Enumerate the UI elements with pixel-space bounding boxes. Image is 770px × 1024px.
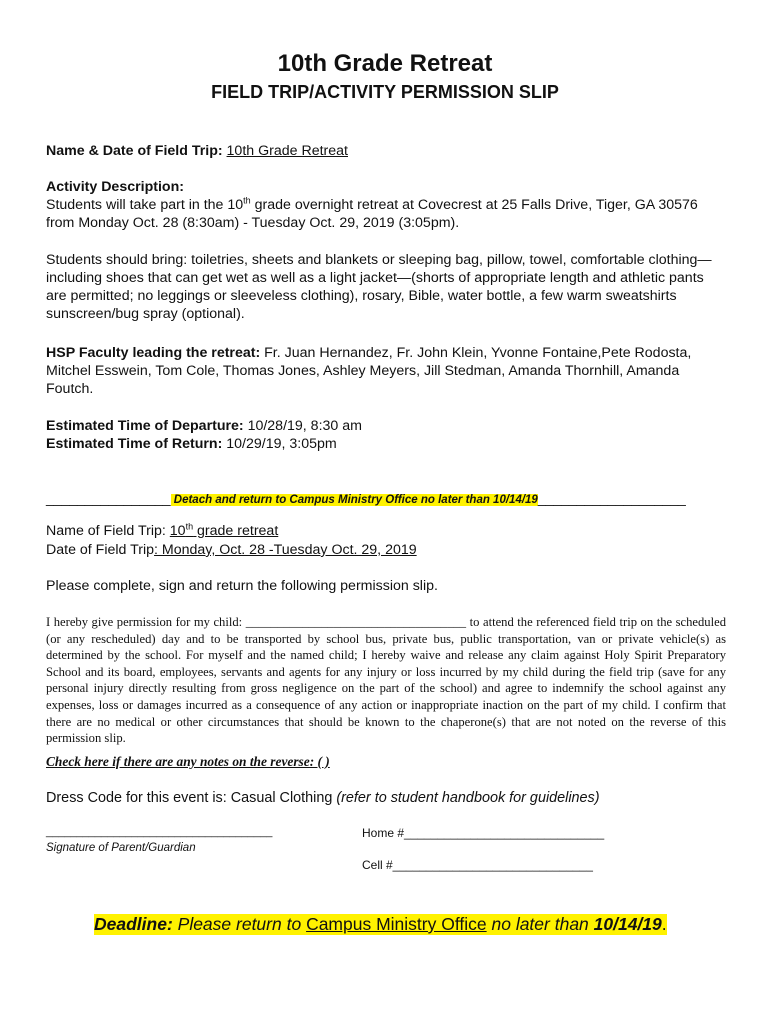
- dress-code-note: (refer to student handbook for guidelines): [336, 790, 600, 806]
- slip-trip-date: [46, 541, 726, 559]
- slip-trip-name: [46, 522, 726, 540]
- deadline-label: Deadline:: [94, 914, 173, 934]
- return-label: Estimated Time of Return:: [46, 436, 223, 452]
- departure-label: Estimated Time of Departure:: [46, 418, 244, 434]
- slip-trip-sup: th: [185, 521, 194, 532]
- return-value: 10/29/19, 3:05pm: [222, 436, 337, 452]
- slip-date-label: Date of Field Trip: [46, 542, 155, 558]
- slip-trip-label: Name of Field Trip:: [46, 523, 170, 539]
- deadline-text-a: Please return to: [172, 914, 307, 934]
- activity-label: [46, 178, 726, 196]
- faculty-paragraph: [46, 344, 726, 398]
- deadline-office: Campus Ministry Office: [306, 914, 487, 934]
- deadline-date: 10/14/19: [593, 914, 662, 934]
- deadline-end: .: [661, 914, 667, 934]
- departure-line: [46, 417, 726, 435]
- trip-name-line: [46, 142, 726, 160]
- slip-date-value: : Monday, Oct. 28 -Tuesday Oct. 29, 2019: [154, 542, 417, 558]
- activity-text-a: Students will take part in the 10: [46, 197, 244, 213]
- slip-trip-value-b: grade retreat: [193, 523, 279, 539]
- activity-label-text: Activity Description:: [46, 179, 184, 195]
- return-line: [46, 435, 726, 453]
- departure-value: 10/28/19, 8:30 am: [243, 418, 362, 434]
- faculty-label: HSP Faculty leading the retreat:: [46, 345, 261, 361]
- document-subtitle: FIELD TRIP/ACTIVITY PERMISSION SLIP: [211, 82, 559, 102]
- detach-rule-left: ________________: [46, 490, 171, 506]
- faculty-names: Fr. Juan Hernandez, Fr. John Klein, Yvonne Fontaine,Pete Rodosta, Mitchel Esswein, Tom Cole, Thomas Jones, Ashley Meyers, Jill Stedman, Amanda Thornhill, Amanda Foutch.: [46, 345, 692, 397]
- waiver-text: I hereby give permission for my child: ___________________________________ to attend the referenced field trip on the scheduled (or any rescheduled) day and to be transported by school bus, private bus, public transportation, van or private vehicle(s) as determined by the school. For myself and the named child; I hereby waive and release any claim against Holy Spirit Preparatory School and its board, employees, servants and agents for any injury or loss incurred by my child during the field trip (save for any personal injury directly resulting from gross negligence on the part of the school) and agree to indemnify the school against any expenses, loss or damages incurred as a consequence of any action or inappropriate inaction on the part of my child. I confirm that there are no medical or other circumstances that should be known to the chaperone(s) that are not noted on the reverse of this permission slip.: [46, 615, 726, 746]
- reverse-notes-checkbox[interactable]: Check here if there are any notes on the reverse: ( ): [46, 754, 330, 769]
- detach-text: Detach and return to Campus Ministry Office no later than 10/14/19: [170, 494, 538, 506]
- dress-code-text: Dress Code for this event is: Casual Clothing: [46, 790, 337, 806]
- bring-list: Students should bring: toiletries, sheets and blankets or sleeping bag, pillow, towel, comfortable clothing—including shoes that can get wet as well as a light jacket—(shorts of appropriate length and athletic pants are permitted; no leggings or sleeveless clothing), rosary, Bible, water bottle, a few warm sweatshirts sunscreen/bug spray (optional).: [46, 252, 712, 322]
- signature-label: Signature of Parent/Guardian: [46, 842, 196, 854]
- slip-trip-value: [170, 523, 278, 539]
- deadline-text-b: no later than: [486, 914, 594, 934]
- trip-name-label: Name & Date of Field Trip:: [46, 143, 223, 159]
- slip-trip-value-a: 10: [169, 523, 186, 539]
- activity-description: [46, 196, 726, 232]
- home-phone-field[interactable]: Home #______________________________: [362, 826, 605, 840]
- activity-text-b: grade overnight retreat at Covecrest at 25 Falls Drive, Tiger, GA 30576 from Monday Oct. 28 (8:30am) - Tuesday Oct. 29, 2019 (3:05pm).: [46, 197, 698, 231]
- signature-field[interactable]: _____________________________________: [46, 826, 273, 838]
- trip-name-value: 10th Grade Retreat: [226, 143, 348, 159]
- cell-phone-field[interactable]: Cell #______________________________: [362, 858, 593, 872]
- document-title: 10th Grade Retreat: [277, 50, 493, 77]
- deadline-notice: [94, 914, 667, 935]
- detach-line: [46, 490, 726, 506]
- dress-code-line: [46, 790, 600, 806]
- slip-instruction: Please complete, sign and return the following permission slip.: [46, 578, 438, 594]
- activity-sup: th: [243, 195, 251, 206]
- detach-rule-right: ___________________: [537, 490, 686, 506]
